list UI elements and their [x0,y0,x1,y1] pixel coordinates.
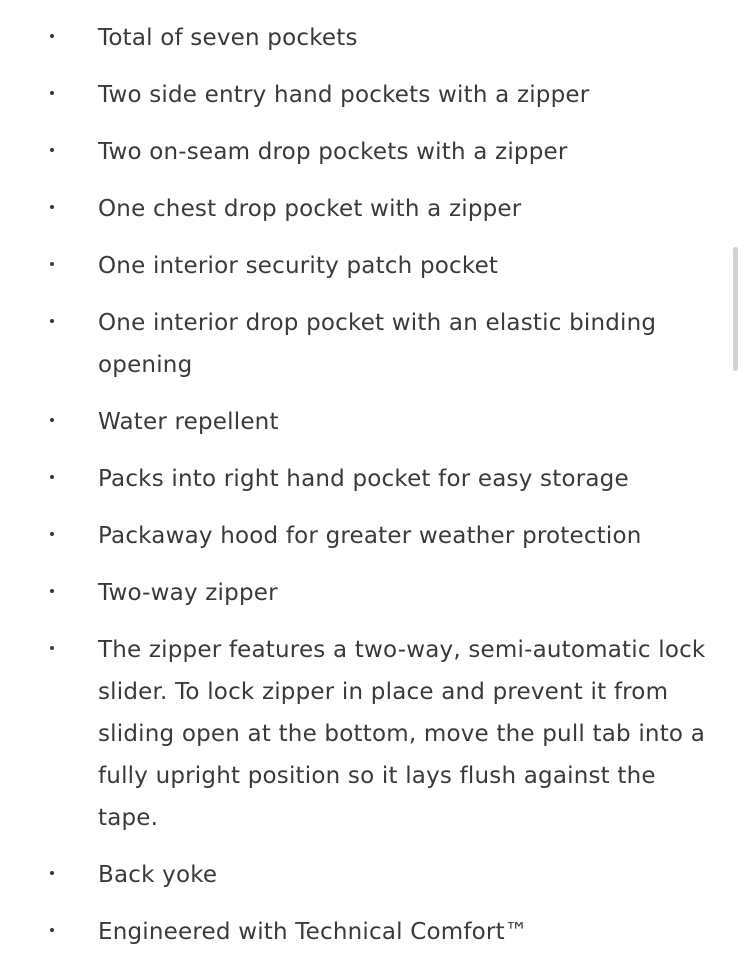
feature-text: Packaway hood for greater weather protection [98,523,642,549]
feature-text: Packs into right hand pocket for easy storage [98,466,629,492]
bullet-icon [50,418,54,422]
bullet-icon [50,91,54,95]
feature-text: Two side entry hand pockets with a zipper [98,82,590,108]
bullet-icon [50,262,54,266]
feature-text: The zipper features a two-way, semi-automatic lock slider. To lock zipper in place and prevent it from sliding open at the bottom, move the pull tab into a fully upright position so it lays flush against the tape. [98,637,706,831]
list-item [0,131,744,173]
bullet-icon [50,532,54,536]
list-item [0,458,744,500]
feature-text: Total of seven pockets [98,25,358,51]
feature-text: Two on-seam drop pockets with a zipper [98,139,568,165]
feature-text: One chest drop pocket with a zipper [98,196,522,222]
feature-text: One interior security patch pocket [98,253,499,279]
feature-text: Two-way zipper [98,580,278,606]
bullet-icon [50,646,54,650]
bullet-icon [50,319,54,323]
list-item [0,245,744,287]
feature-text: Engineered with Technical Comfort™ [98,919,528,945]
feature-text: One interior drop pocket with an elastic binding opening [98,310,657,378]
list-item [0,515,744,557]
list-item [0,572,744,614]
bullet-icon [50,475,54,479]
bullet-icon [50,589,54,593]
bullet-icon [50,928,54,932]
feature-text: Water repellent [98,409,279,435]
bullet-icon [50,34,54,38]
bullet-icon [50,148,54,152]
list-item [0,401,744,443]
list-item [0,854,744,896]
list-item [0,17,744,59]
bullet-icon [50,871,54,875]
list-item [0,302,744,386]
feature-text: Back yoke [98,862,218,888]
list-item [0,74,744,116]
bullet-icon [50,205,54,209]
list-item [0,188,744,230]
list-item [0,629,744,839]
list-item [0,911,744,953]
scrollbar-thumb[interactable] [733,247,738,371]
feature-list [0,17,744,960]
